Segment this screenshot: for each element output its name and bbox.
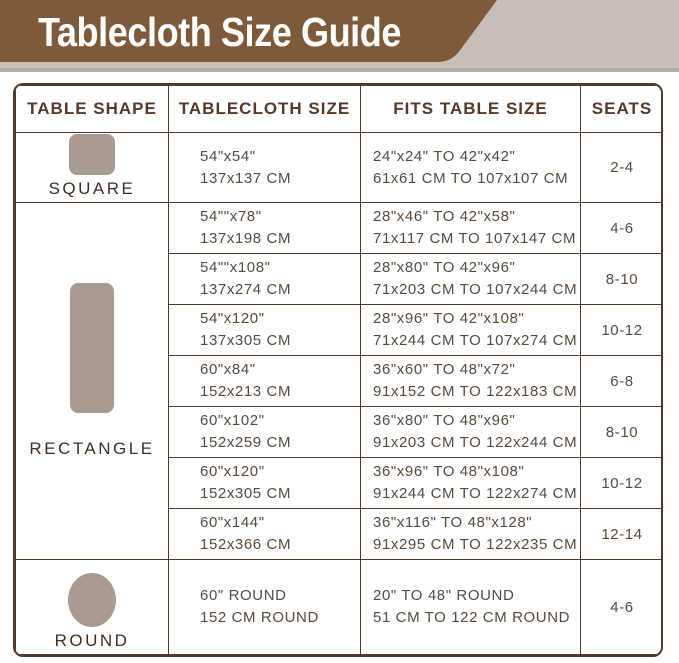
seats-cell: 10-12	[581, 305, 664, 356]
fits-cm: 71x117 CM TO 107x147 CM	[373, 230, 577, 247]
tablecloth-size-cell	[169, 356, 361, 407]
size-inches: 54""x108"	[200, 259, 271, 276]
fits-inches: 28"x96" TO 42"x108"	[373, 310, 525, 327]
shape-label: SQUARE	[48, 179, 136, 198]
size-inches: 60"x102"	[200, 412, 265, 429]
fits-table-size-cell	[361, 509, 581, 560]
shape-cell-round	[16, 560, 169, 655]
fits-inches: 36"x60" TO 48"x72"	[373, 361, 516, 378]
fits-table-size-cell	[361, 305, 581, 356]
fits-table-size-cell	[361, 458, 581, 509]
fits-inches: 36"x116" TO 48"x128"	[373, 514, 533, 531]
shape-label: RECTANGLE	[29, 439, 155, 458]
seats-cell: 12-14	[581, 509, 664, 560]
fits-cm: 91x295 CM TO 122x235 CM	[373, 536, 578, 553]
size-cm: 137x274 CM	[200, 281, 292, 298]
shape-cell-rectangle	[16, 203, 169, 560]
fits-inches: 28"x46" TO 42"x58"	[373, 208, 516, 225]
fits-table-size-cell	[361, 356, 581, 407]
fits-cm: 91x244 CM TO 122x274 CM	[373, 485, 578, 502]
size-cm: 152x366 CM	[200, 536, 292, 553]
fits-inches: 36"x96" TO 48"x108"	[373, 463, 525, 480]
seats-cell: 8-10	[581, 407, 664, 458]
tablecloth-size-cell	[169, 203, 361, 254]
fits-cm: 91x203 CM TO 122x244 CM	[373, 434, 578, 451]
fits-inches: 24"x24" TO 42"x42"	[373, 147, 516, 165]
table-row	[16, 133, 664, 203]
size-cm: 137x198 CM	[200, 230, 292, 247]
size-inches: 60"x144"	[200, 514, 265, 531]
seats-cell: 10-12	[581, 458, 664, 509]
fits-cm: 71x203 CM TO 107x244 CM	[373, 281, 578, 298]
fits-inches: 36"x80" TO 48"x96"	[373, 412, 516, 429]
size-cm: 152x305 CM	[200, 485, 292, 502]
tablecloth-size-cell	[169, 509, 361, 560]
fits-cm: 51 CM TO 122 CM ROUND	[373, 609, 571, 626]
size-cm: 152x259 CM	[200, 434, 292, 451]
circle-icon	[68, 573, 116, 627]
fits-inches: 28"x80" TO 42"x96"	[373, 259, 516, 276]
fits-table-size-cell	[361, 254, 581, 305]
fits-table-size-cell	[361, 133, 581, 203]
tablecloth-size-cell	[169, 133, 361, 203]
size-inches: 54""x78"	[200, 208, 262, 225]
seats-cell: 4-6	[581, 560, 664, 655]
size-inches: 60"x120"	[200, 463, 265, 480]
seats-cell: 2-4	[581, 133, 664, 203]
fits-cm: 71x244 CM TO 107x274 CM	[373, 332, 578, 349]
shape-label: ROUND	[54, 631, 130, 650]
table-row	[16, 560, 664, 655]
column-header-table-shape: TABLE SHAPE	[16, 86, 169, 133]
page-title: Tablecloth Size Guide	[38, 9, 401, 55]
fits-inches: 20" TO 48" ROUND	[373, 587, 515, 604]
size-inches: 60"x84"	[200, 361, 256, 378]
tablecloth-size-cell	[169, 305, 361, 356]
fits-cm: 91x152 CM TO 122x183 CM	[373, 383, 578, 400]
tablecloth-size-cell	[169, 254, 361, 305]
size-cm: 152x213 CM	[200, 383, 292, 400]
header-row	[16, 86, 664, 133]
seats-cell: 8-10	[581, 254, 664, 305]
seats-cell: 4-6	[581, 203, 664, 254]
rectangle-icon	[70, 283, 114, 413]
column-header-fits-table-size: FITS TABLE SIZE	[361, 86, 581, 133]
fits-table-size-cell	[361, 203, 581, 254]
shape-cell-square	[16, 133, 169, 203]
size-cm: 137x137 CM	[200, 169, 292, 187]
column-header-tablecloth-size: TABLECLOTH SIZE	[169, 86, 361, 133]
fits-table-size-cell	[361, 407, 581, 458]
size-inches: 54"x120"	[200, 310, 265, 327]
tablecloth-size-cell	[169, 458, 361, 509]
size-inches: 60" ROUND	[200, 587, 287, 604]
column-header-seats: SEATS	[581, 86, 664, 133]
tablecloth-size-cell	[169, 560, 361, 655]
tablecloth-size-cell	[169, 407, 361, 458]
size-cm: 152 CM ROUND	[200, 609, 319, 626]
header-band	[0, 0, 679, 72]
size-guide-table	[13, 83, 663, 657]
table-row	[16, 203, 664, 254]
square-icon	[69, 134, 115, 175]
seats-cell: 6-8	[581, 356, 664, 407]
size-cm: 137x305 CM	[200, 332, 292, 349]
fits-table-size-cell	[361, 560, 581, 655]
fits-cm: 61x61 CM TO 107x107 CM	[373, 169, 569, 187]
size-inches: 54"x54"	[200, 147, 256, 165]
